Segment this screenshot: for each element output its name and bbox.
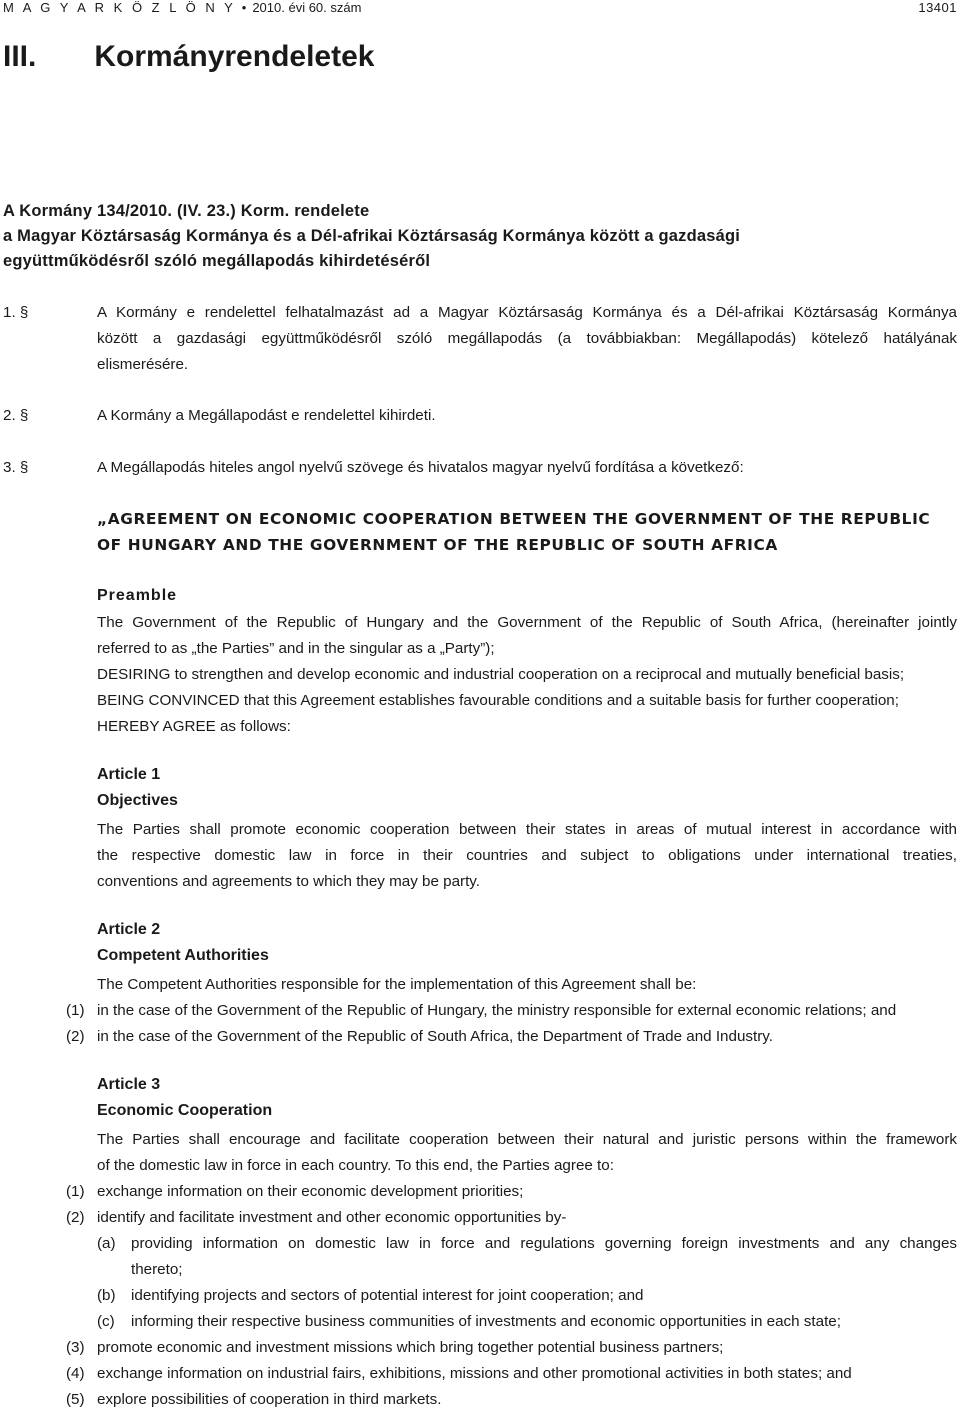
article-3-subitem-c-text: informing their respective business communities of investments and economic opportunities in each state;	[131, 1313, 841, 1330]
article-2-item2-text: in the case of the Government of the Republic of South Africa, the Department of Trade and Industry.	[97, 1028, 773, 1045]
article-1-line1: The Parties shall promote economic cooperation between their states in areas of mutual interest in accordance with	[97, 821, 957, 838]
publication-name: M A G Y A R K Ö Z L Ö N Y	[3, 0, 236, 15]
article-3-title: Economic Cooperation	[97, 1102, 273, 1119]
article-2-item2-number: (2)	[66, 1028, 85, 1045]
article-3-label: Article 3	[97, 1076, 161, 1093]
article-3-item3-text: promote economic and investment missions which bring together potential business partners;	[97, 1339, 724, 1356]
section-2-text: A Kormány a Megállapodást e rendelettel kihirdeti.	[97, 407, 436, 424]
article-2-label: Article 2	[97, 921, 161, 938]
article-3-subitem-c-letter: (c)	[97, 1313, 115, 1330]
article-2-item1-number: (1)	[66, 1002, 85, 1019]
article-3-item4-text: exchange information on industrial fairs, exhibitions, missions and other promotional activities in both states; and	[97, 1365, 852, 1382]
section-2-number: 2. §	[3, 407, 29, 424]
article-3-subitem-b-text: identifying projects and sectors of potential interest for joint cooperation; and	[131, 1287, 644, 1304]
preamble-line3: DESIRING to strengthen and develop economic and industrial cooperation on a reciprocal and mutually beneficial basis;	[97, 666, 905, 683]
page-number: 13401	[918, 0, 957, 15]
article-3-subitem-b-letter: (b)	[97, 1287, 116, 1304]
chapter-heading	[3, 40, 374, 74]
agreement-title-line2: OF HUNGARY AND THE GOVERNMENT OF THE REPUBLIC OF SOUTH AFRICA	[97, 536, 778, 554]
preamble-line4: BEING CONVINCED that this Agreement establishes favourable conditions and a suitable basis for further cooperation;	[97, 692, 899, 709]
article-1-title: Objectives	[97, 792, 178, 809]
article-3-item5-number: (5)	[66, 1391, 85, 1408]
article-3-item4-number: (4)	[66, 1365, 85, 1382]
article-3-item2-number: (2)	[66, 1209, 85, 1226]
preamble-line1: The Government of the Republic of Hungary and the Government of the Republic of South Africa, (hereinafter jointly	[97, 614, 957, 631]
article-3-subitem-a-line2: thereto;	[131, 1261, 183, 1278]
article-3-intro-line1: The Parties shall encourage and facilitate cooperation between their natural and juristic persons within the framework	[97, 1131, 957, 1148]
article-3-item5-text: explore possibilities of cooperation in third markets.	[97, 1391, 442, 1408]
preamble-line5: HEREBY AGREE as follows:	[97, 718, 291, 735]
decree-title-line3: együttműködésről szóló megállapodás kihirdetéséről	[3, 252, 431, 270]
issue-label: 2010. évi 60. szám	[252, 0, 362, 15]
article-3-intro-line2: of the domestic law in force in each country. To this end, the Parties agree to:	[97, 1157, 614, 1174]
chapter-numeral: III.	[3, 40, 37, 73]
decree-title-line2: a Magyar Köztársaság Kormánya és a Dél-afrikai Köztársaság Kormánya között a gazdasági	[3, 227, 741, 245]
running-header-publication	[3, 0, 361, 15]
article-3-item2-text: identify and facilitate investment and other economic opportunities by-	[97, 1209, 567, 1226]
article-1-label: Article 1	[97, 766, 161, 783]
section-1-line3: elismerésére.	[97, 356, 189, 373]
article-2-intro: The Competent Authorities responsible for the implementation of this Agreement shall be:	[97, 976, 697, 993]
chapter-title: Kormányrendeletek	[94, 40, 375, 73]
article-1-line3: conventions and agreements to which they may be party.	[97, 873, 480, 890]
article-3-item3-number: (3)	[66, 1339, 85, 1356]
preamble-heading: Preamble	[97, 587, 178, 604]
preamble-line2: referred to as „the Parties” and in the singular as a „Party”);	[97, 640, 495, 657]
article-3-subitem-a-line1: providing information on domestic law in force and regulations governing foreign investments and any changes	[131, 1235, 957, 1252]
section-3-text: A Megállapodás hiteles angol nyelvű szövege és hivatalos magyar nyelvű fordítása a következő:	[97, 459, 744, 476]
section-1-line1: A Kormány e rendelettel felhatalmazást ad a Magyar Köztársaság Kormánya és a Dél-afrikai Köztársaság Kormánya	[97, 304, 957, 321]
bullet-separator: •	[241, 0, 247, 15]
decree-title-line1: A Kormány 134/2010. (IV. 23.) Korm. rendelete	[3, 202, 370, 220]
article-1-line2: the respective domestic law in force in their countries and subject to obligations under international treaties,	[97, 847, 957, 864]
article-2-title: Competent Authorities	[97, 947, 269, 964]
section-1-number: 1. §	[3, 304, 29, 321]
section-1-line2: között a gazdasági együttműködésről szóló megállapodás (a továbbiakban: Megállapodás) kötelező hatályának	[97, 330, 957, 347]
agreement-title-line1: „AGREEMENT ON ECONOMIC COOPERATION BETWEEN THE GOVERNMENT OF THE REPUBLIC	[97, 510, 931, 528]
article-3-subitem-a-letter: (a)	[97, 1235, 116, 1252]
article-3-item1-number: (1)	[66, 1183, 85, 1200]
article-3-item1-text: exchange information on their economic development priorities;	[97, 1183, 524, 1200]
article-2-item1-text: in the case of the Government of the Republic of Hungary, the ministry responsible for external economic relations; and	[97, 1002, 897, 1019]
section-3-number: 3. §	[3, 459, 29, 476]
